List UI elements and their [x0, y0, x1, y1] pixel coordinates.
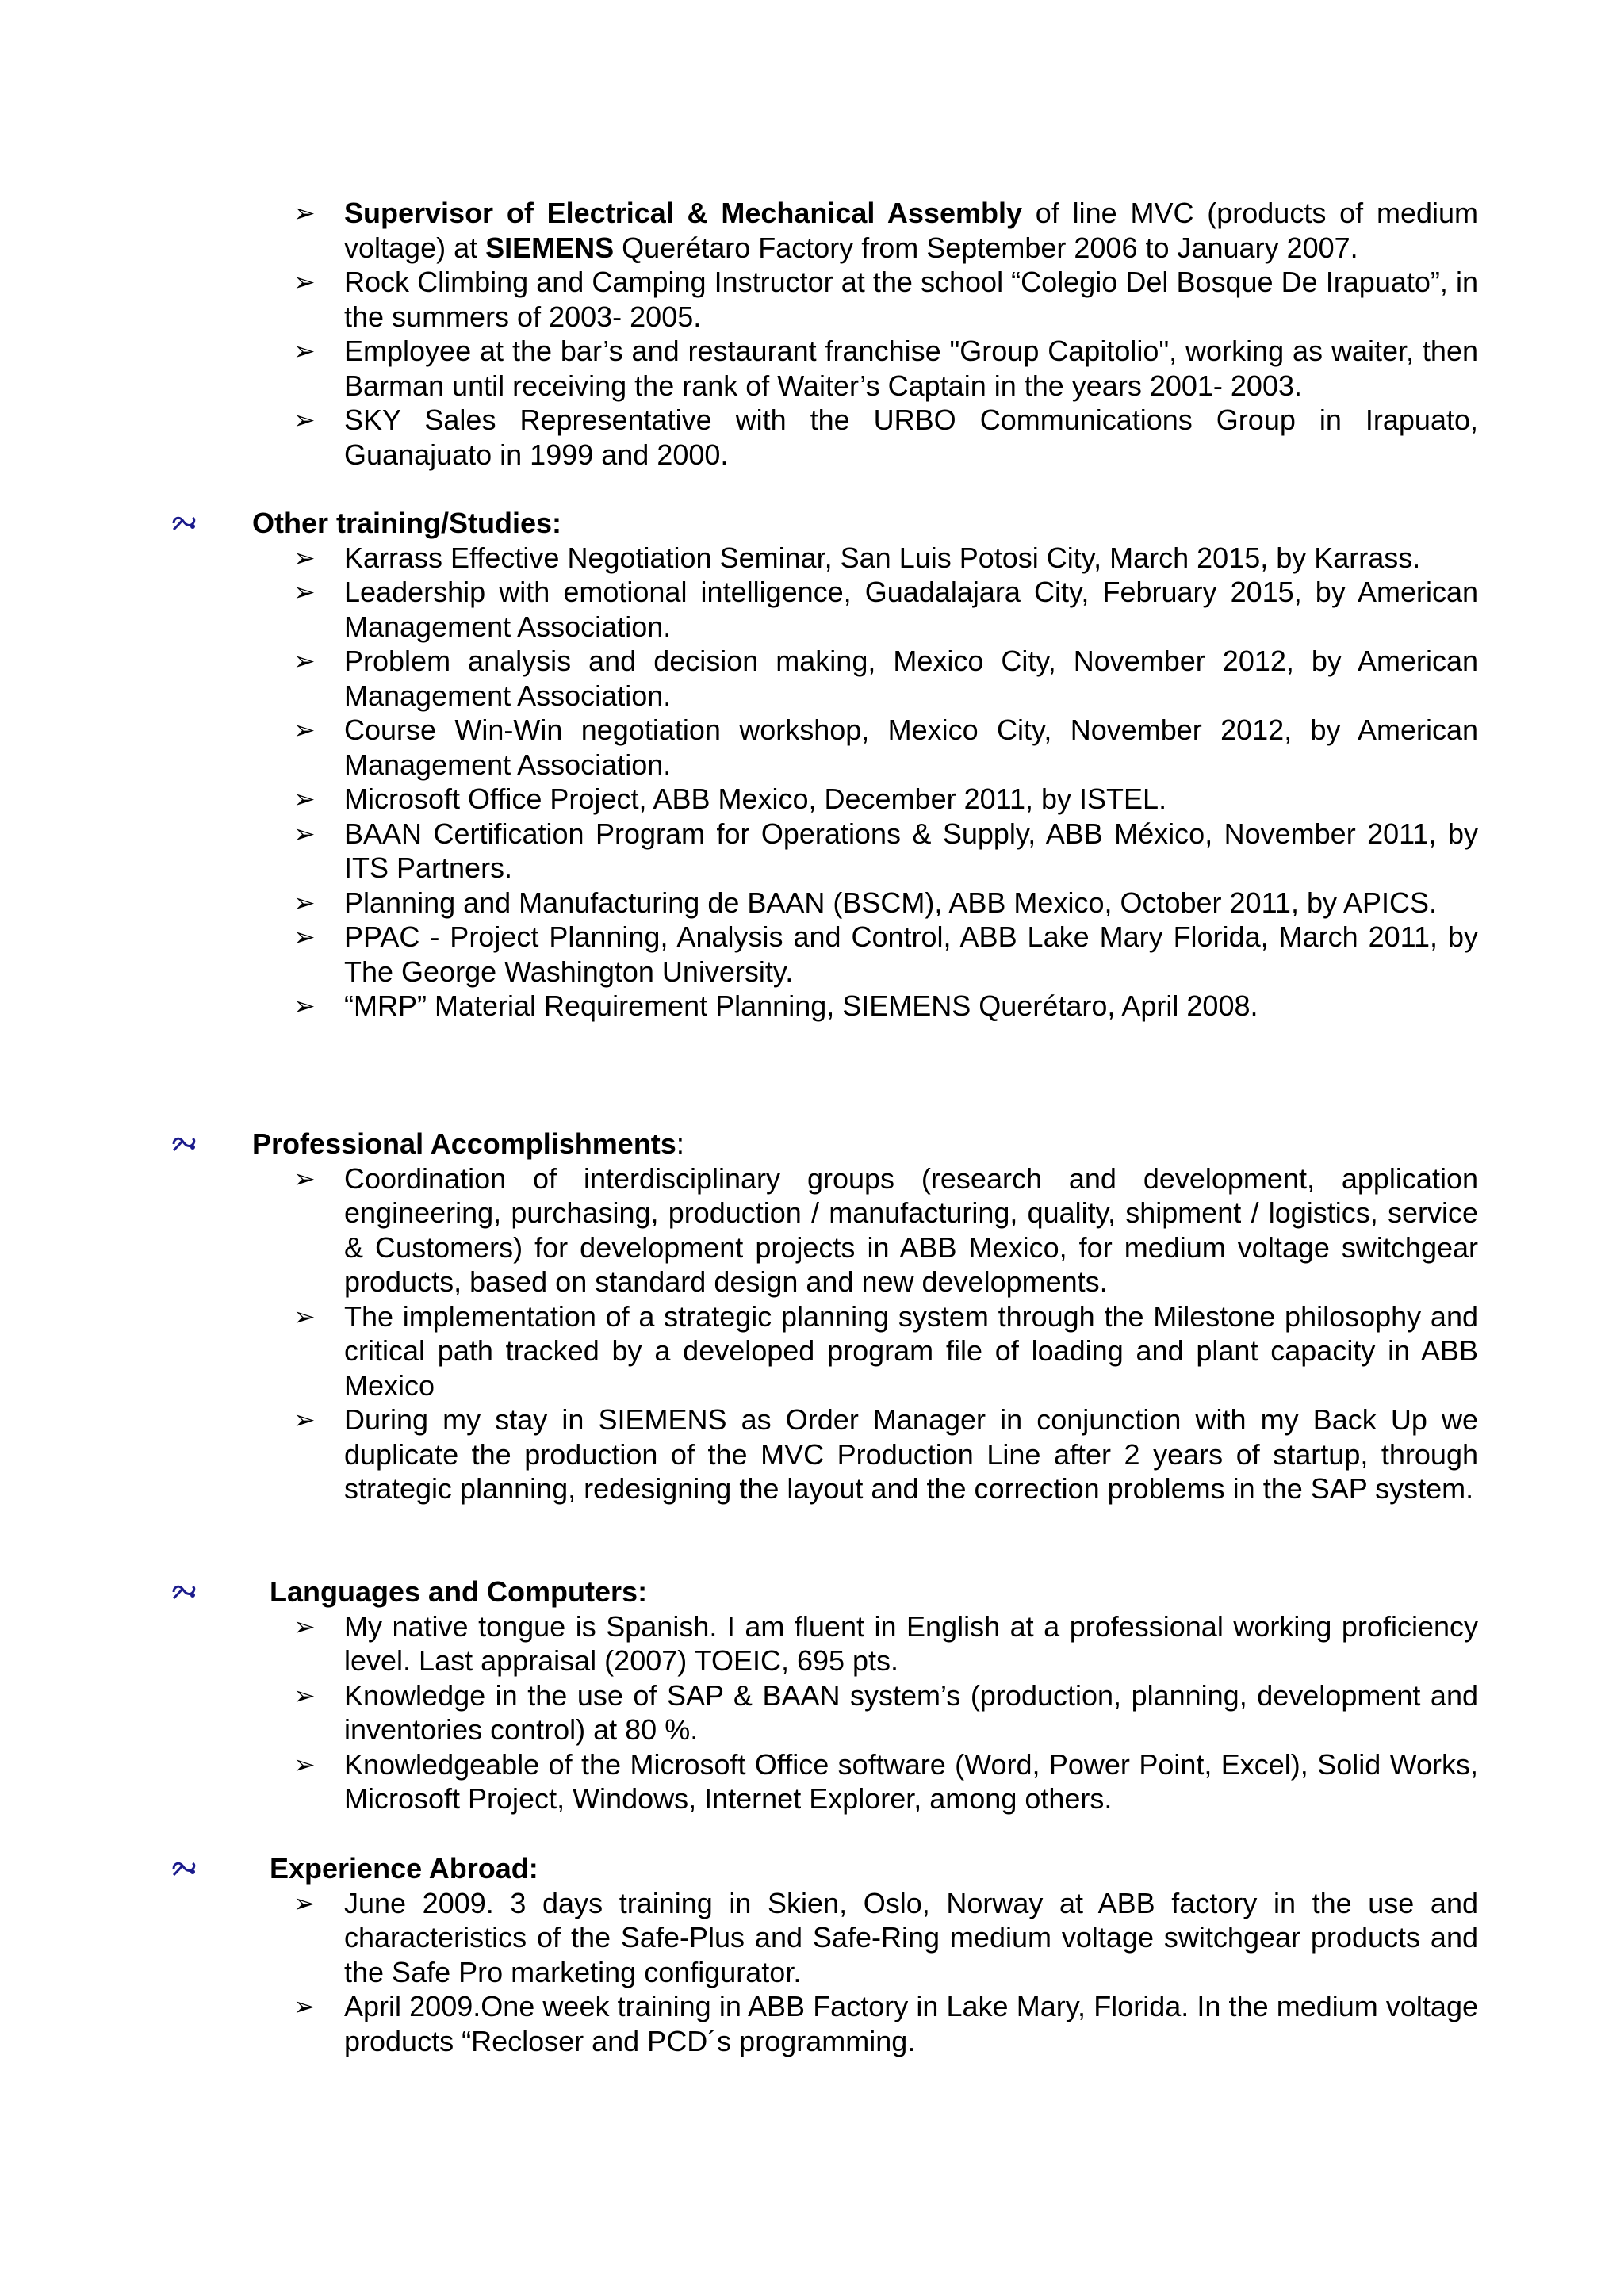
- list-item: ➢ Supervisor of Electrical & Mechanical Assembly of line MVC (products of medium voltage) at SIEMENS Querétaro Factory from September 2006 to January 2007.: [0, 196, 1478, 265]
- list-item: ➢ The implementation of a strategic planning system through the Milestone philosophy and critical path tracked by a developed program file of loading and plant capacity in ABB Mexico: [0, 1299, 1478, 1403]
- list-item: ➢ PPAC - Project Planning, Analysis and Control, ABB Lake Mary Florida, March 2011, by The George Washington University.: [0, 920, 1478, 989]
- accomplishments-list: [0, 1161, 1478, 1506]
- list-item: ➢ Employee at the bar’s and restaurant franchise "Group Capitolio", working as waiter, then Barman until receiving the rank of Waiter’s Captain in the years 2001- 2003.: [0, 334, 1478, 403]
- list-item: ➢ SKY Sales Representative with the URBO Communications Group in Irapuato, Guanajuato in 1999 and 2000.: [0, 403, 1478, 472]
- training-list: [0, 541, 1478, 1024]
- list-item: ➢ Problem analysis and decision making, Mexico City, November 2012, by American Management Association.: [0, 644, 1478, 713]
- list-item: ➢ My native tongue is Spanish. I am fluent in English at a professional working proficiency level. Last appraisal (2007) TOEIC, 695 pts.: [0, 1609, 1478, 1678]
- list-item: ➢ Rock Climbing and Camping Instructor at the school “Colegio Del Bosque De Irapuato”, in the summers of 2003- 2005.: [0, 265, 1478, 334]
- list-item: ➢ Course Win-Win negotiation workshop, Mexico City, November 2012, by American Management Association.: [0, 713, 1478, 782]
- section-heading: Other training/Studies:: [252, 507, 562, 539]
- list-item: ➢ Microsoft Office Project, ABB Mexico, December 2011, by ISTEL.: [0, 782, 1478, 817]
- list-item: ➢ During my stay in SIEMENS as Order Manager in conjunction with my Back Up we duplicate the production of the MVC Production Line after 2 years of startup, through strategic planning, redesigning the layout and the correction problems in the SAP system.: [0, 1402, 1478, 1506]
- list-item: ➢ Karrass Effective Negotiation Seminar, San Luis Potosi City, March 2015, by Karrass.: [0, 541, 1478, 576]
- list-item: ➢ Coordination of interdisciplinary groups (research and development, application engineering, purchasing, production / manufacturing, quality, shipment / logistics, service & Customers) for development projects in ABB Mexico, for medium voltage switchgear products, based on standard design and new developments.: [0, 1161, 1478, 1299]
- list-item: ➢ June 2009. 3 days training in Skien, Oslo, Norway at ABB factory in the use and characteristics of the Safe-Plus and Safe-Ring medium voltage switchgear products and the Safe Pro marketing configurator.: [0, 1886, 1478, 1990]
- list-item: ➢ Knowledgeable of the Microsoft Office software (Word, Power Point, Excel), Solid Works, Microsoft Project, Windows, Internet Explorer, among others.: [0, 1747, 1478, 1816]
- list-item: ➢ BAAN Certification Program for Operations & Supply, ABB México, November 2011, by ITS Partners.: [0, 817, 1478, 886]
- scroll-ornament-icon: [171, 513, 198, 534]
- section-heading: Languages and Computers:: [270, 1575, 648, 1608]
- list-item: ➢ April 2009.One week training in ABB Factory in Lake Mary, Florida. In the medium voltage products “Recloser and PCD´s programming.: [0, 1989, 1478, 2058]
- list-item: ➢ Planning and Manufacturing de BAAN (BSCM), ABB Mexico, October 2011, by APICS.: [0, 886, 1478, 920]
- experience-abroad-list: [0, 1886, 1478, 2059]
- list-item: ➢ “MRP” Material Requirement Planning, SIEMENS Querétaro, April 2008.: [0, 989, 1478, 1024]
- scroll-ornament-icon: [171, 1582, 198, 1602]
- work-experience-list: [0, 196, 1478, 472]
- section-heading: Professional Accomplishments:: [252, 1127, 684, 1160]
- list-item: ➢ Knowledge in the use of SAP & BAAN system’s (production, planning, development and inventories control) at 80 %.: [0, 1678, 1478, 1747]
- company-name: SIEMENS: [485, 231, 615, 264]
- list-item: ➢ Leadership with emotional intelligence, Guadalajara City, February 2015, by American Management Association.: [0, 575, 1478, 644]
- scroll-ornament-icon: [171, 1858, 198, 1879]
- section-heading: Experience Abroad:: [270, 1852, 538, 1885]
- scroll-ornament-icon: [171, 1134, 198, 1154]
- languages-list: [0, 1609, 1478, 1816]
- role-title: Supervisor of Electrical & Mechanical Assembly: [344, 197, 1022, 229]
